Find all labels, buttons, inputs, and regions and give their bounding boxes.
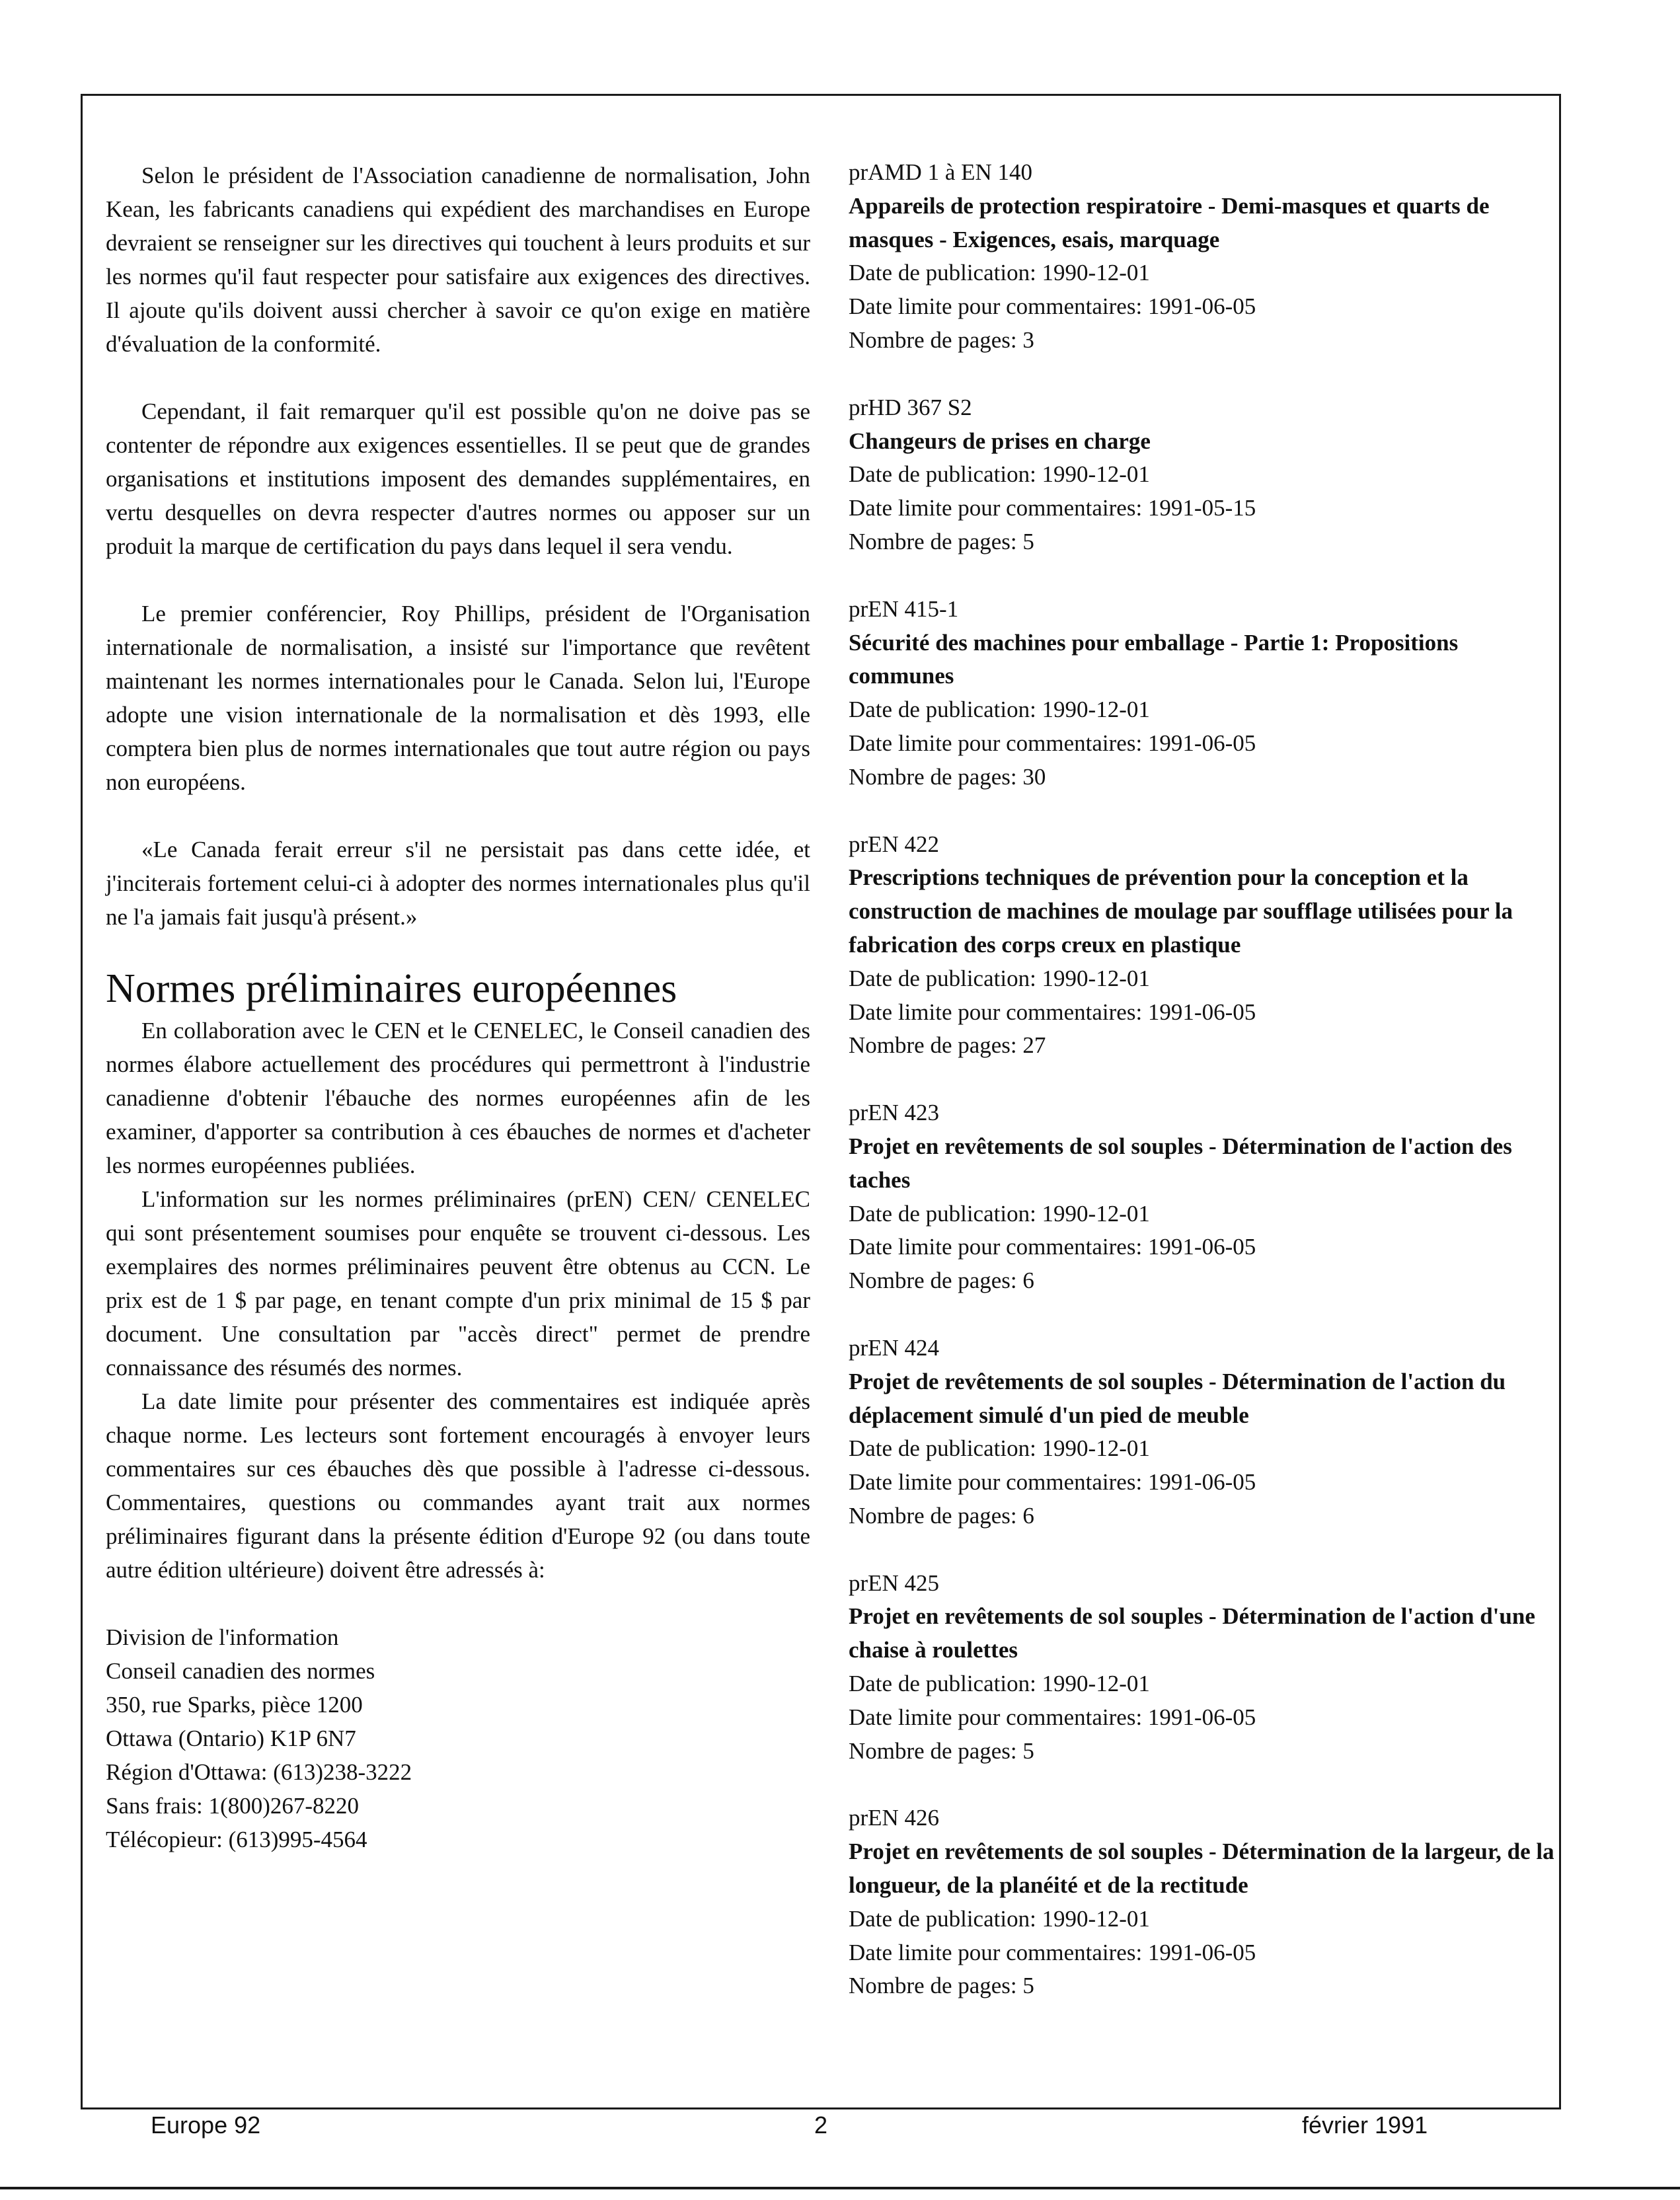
standard-entry xyxy=(849,828,1556,1063)
address-line: Sans frais: 1(800)267-8220 xyxy=(106,1793,360,1819)
standards-list xyxy=(849,156,1556,2037)
page-count: Nombre de pages: 5 xyxy=(849,1737,1034,1764)
footer-page-number: 2 xyxy=(814,2111,828,2139)
standard-entry xyxy=(849,1332,1556,1533)
address-line: Conseil canadien des normes xyxy=(106,1658,375,1684)
standard-entry xyxy=(849,391,1556,559)
publication-date: Date de publication: 1990-12-01 xyxy=(849,260,1150,286)
section-title: Normes préliminaires européennes xyxy=(106,966,677,1011)
standard-entry xyxy=(849,1802,1556,2003)
standard-code: prEN 424 xyxy=(849,1334,940,1361)
standard-entry xyxy=(849,1567,1556,1768)
standard-title: Prescriptions techniques de prévention pour la conception et la construction de machines de moulage par soufflage utilisées pour la fabrication des corps creux en plastique xyxy=(849,864,1513,958)
address-line: Ottawa (Ontario) K1P 6N7 xyxy=(106,1726,356,1751)
comment-deadline: Date limite pour commentaires: 1991-06-05 xyxy=(849,1939,1256,1965)
paragraph-quote: «Le Canada ferait erreur s'il ne persistait pas dans cette idée, et j'inciterais fortement celui-ci à adopter des normes internationales plus qu'il ne l'a jamais fait jusqu'à présent.» xyxy=(106,837,810,930)
footer-publication: Europe 92 xyxy=(151,2111,261,2139)
paragraph-date-limite: La date limite pour présenter des commentaires est indiquée après chaque norme. Les lecteurs sont fortement encouragés à envoyer leurs commentaires sur ces ébauches dès que possible à l'adresse ci-dessous. Commentaires, questions ou commandes ayant trait aux normes préliminaires figurant dans la présente édition d'Europe 92 (ou dans toute autre édition ultérieure) doivent être adressés à: xyxy=(106,1388,810,1583)
page-count: Nombre de pages: 5 xyxy=(849,1973,1034,1999)
standard-title: Projet en revêtements de sol souples - Détermination de l'action des taches xyxy=(849,1133,1512,1193)
paragraph-phillips: Le premier conférencier, Roy Phillips, président de l'Organisation internationale de normalisation, a insisté sur l'importance que revêtent maintenant les normes internationales pour le Canada. Selon lui, l'Europe adopte une vision internationale de la normalisation et dès 1993, elle comptera bien plus de normes internationales que tout autre région ou pays non européens. xyxy=(106,601,810,795)
publication-date: Date de publication: 1990-12-01 xyxy=(849,965,1150,991)
standard-title: Projet en revêtements de sol souples - Détermination de l'action d'une chaise à roulettes xyxy=(849,1603,1535,1663)
page-count: Nombre de pages: 5 xyxy=(849,528,1034,554)
comment-deadline: Date limite pour commentaires: 1991-06-05 xyxy=(849,293,1256,320)
comment-deadline: Date limite pour commentaires: 1991-06-05 xyxy=(849,1234,1256,1260)
left-column xyxy=(106,159,810,1856)
paragraph-information: L'information sur les normes préliminaires (prEN) CEN/ CENELEC qui sont présentement soumises pour enquête se trouvent ci-dessous. Les exemplaires des normes préliminaires peuvent être obtenus au CCN. Le prix est de 1 $ par page, en tenant compte d'un prix minimal de 15 $ par document. Une consultation par "accès direct" permet de prendre connaissance des résumés des normes. xyxy=(106,1186,810,1381)
standard-code: prEN 423 xyxy=(849,1100,940,1126)
standard-title: Projet en revêtements de sol souples - Détermination de la largeur, de la longueur, de la planéité et de la rectitude xyxy=(849,1839,1554,1899)
page-count: Nombre de pages: 6 xyxy=(849,1502,1034,1529)
standard-title: Appareils de protection respiratoire - Demi-masques et quarts de masques - Exigences, esais, marquage xyxy=(849,192,1490,252)
standard-code: prEN 426 xyxy=(849,1805,940,1831)
page-count: Nombre de pages: 27 xyxy=(849,1032,1046,1059)
standard-code: prEN 415-1 xyxy=(849,595,959,622)
publication-date: Date de publication: 1990-12-01 xyxy=(849,1671,1150,1697)
comment-deadline: Date limite pour commentaires: 1991-06-05 xyxy=(849,999,1256,1025)
standard-entry xyxy=(849,1096,1556,1298)
paragraph-collaboration: En collaboration avec le CEN et le CENELEC, le Conseil canadien des normes élabore actuellement des procédures qui permettront à l'industrie canadienne d'obtenir l'ébauche des normes européennes afin de les examiner, d'apporter sa contribution à ces ébauches de normes et d'acheter les normes européennes publiées. xyxy=(106,1018,810,1178)
address-line: Télécopieur: (613)995-4564 xyxy=(106,1827,367,1852)
paragraph-kean: Selon le président de l'Association canadienne de normalisation, John Kean, les fabricants canadiens qui expédient des marchandises en Europe devraient se renseigner sur les directives qui touchent à leurs produits et sur les normes qu'il faut respecter pour satisfaire aux exigences des directives. Il ajoute qu'ils doivent aussi chercher à savoir ce qu'on exige en matière d'évaluation de la conformité. xyxy=(106,163,810,357)
paragraph-exigences: Cependant, il fait remarquer qu'il est possible qu'on ne doive pas se contenter de répondre aux exigences essentielles. Il se peut que de grandes organisations et institutions imposent des demandes supplémentaires, en vertu desquelles on devra respecter d'autres normes ou apposer sur un produit la marque de certification du pays dans lequel il sera vendu. xyxy=(106,398,810,559)
standard-entry xyxy=(849,593,1556,794)
publication-date: Date de publication: 1990-12-01 xyxy=(849,1200,1150,1227)
page-count: Nombre de pages: 6 xyxy=(849,1268,1034,1294)
standard-code: prEN 425 xyxy=(849,1570,940,1596)
publication-date: Date de publication: 1990-12-01 xyxy=(849,1905,1150,1932)
address-line: 350, rue Sparks, pièce 1200 xyxy=(106,1692,363,1718)
comment-deadline: Date limite pour commentaires: 1991-06-05 xyxy=(849,1469,1256,1496)
standard-title: Changeurs de prises en charge xyxy=(849,428,1151,454)
standard-code: prAMD 1 à EN 140 xyxy=(849,159,1033,185)
page-count: Nombre de pages: 30 xyxy=(849,763,1046,790)
address-line: Région d'Ottawa: (613)238-3222 xyxy=(106,1759,412,1785)
publication-date: Date de publication: 1990-12-01 xyxy=(849,1435,1150,1462)
address-line: Division de l'information xyxy=(106,1624,339,1650)
standard-code: prHD 367 S2 xyxy=(849,394,972,420)
bottom-rule xyxy=(0,2187,1680,2189)
contact-address xyxy=(106,1620,810,1856)
standard-entry xyxy=(849,156,1556,358)
page-count: Nombre de pages: 3 xyxy=(849,326,1034,353)
publication-date: Date de publication: 1990-12-01 xyxy=(849,461,1150,488)
comment-deadline: Date limite pour commentaires: 1991-06-05 xyxy=(849,730,1256,756)
footer-date: février 1991 xyxy=(1302,2111,1428,2139)
comment-deadline: Date limite pour commentaires: 1991-06-05 xyxy=(849,1704,1256,1730)
comment-deadline: Date limite pour commentaires: 1991-05-15 xyxy=(849,495,1256,521)
standard-title: Projet de revêtements de sol souples - Détermination de l'action du déplacement simulé d'un pied de meuble xyxy=(849,1368,1506,1428)
standard-code: prEN 422 xyxy=(849,831,940,857)
standard-title: Sécurité des machines pour emballage - Partie 1: Propositions communes xyxy=(849,629,1459,689)
publication-date: Date de publication: 1990-12-01 xyxy=(849,697,1150,723)
